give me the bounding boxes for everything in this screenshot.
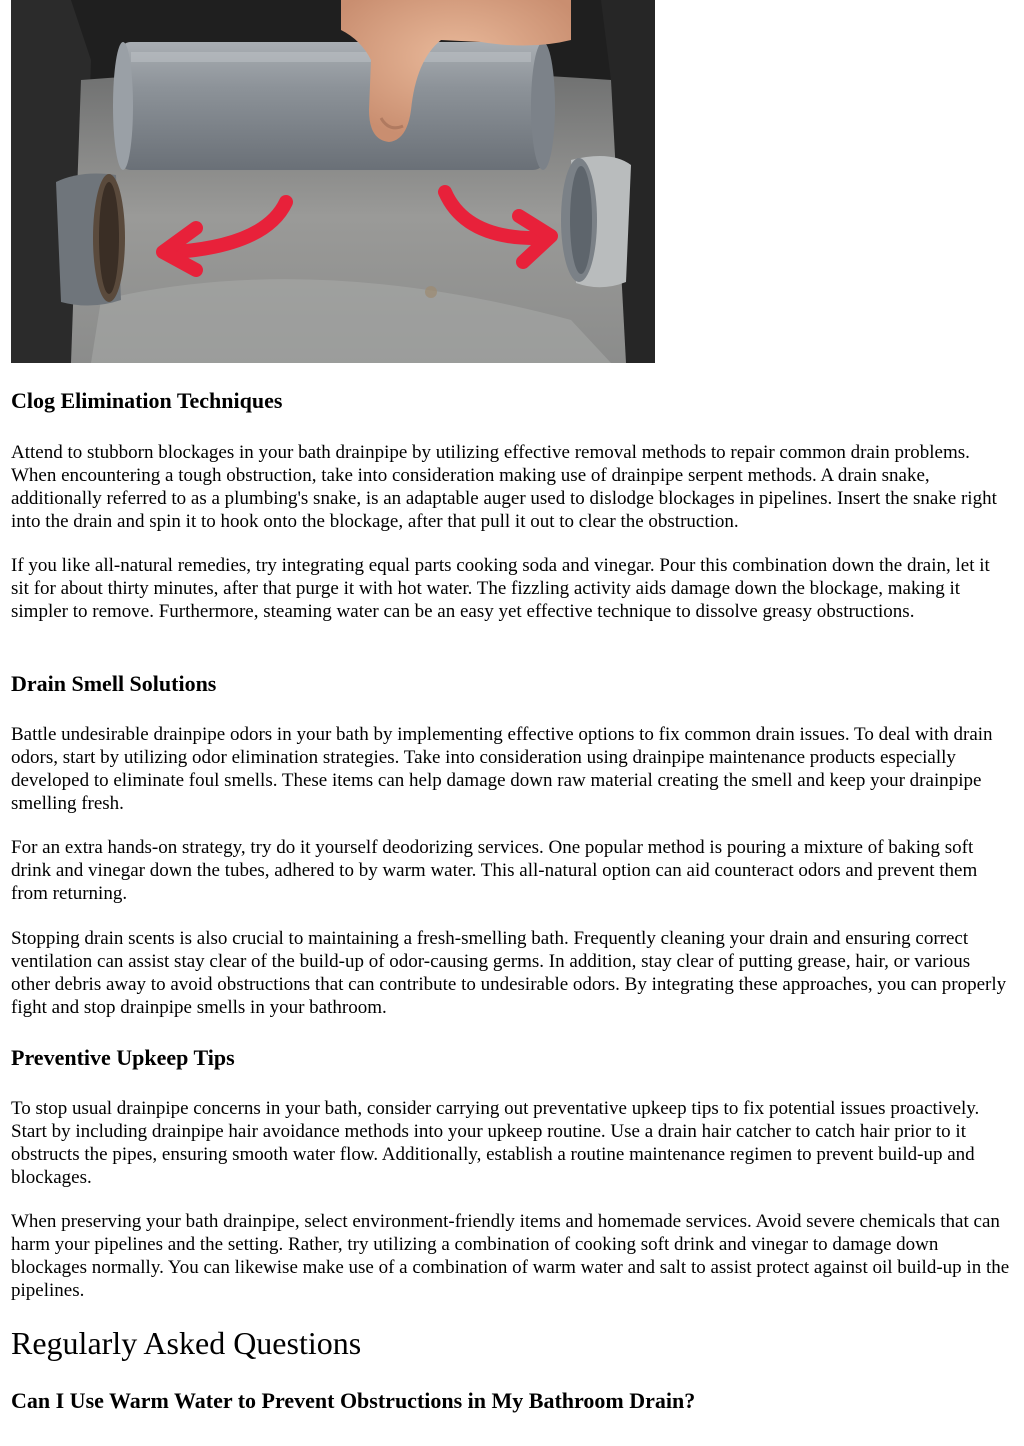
hero-image bbox=[11, 0, 655, 363]
section-heading-clog: Clog Elimination Techniques bbox=[11, 388, 283, 413]
paragraph-preventive-2: When preserving your bath drainpipe, select environment-friendly items and homemade services. Avoid severe chemicals that can harm your pipelines and the setting. Rather, try utilizing a combination of cooking soft drink and vinegar to damage down blockages normally. You can likewise make use of a combination of warm water and salt to assist protect against oil build-up in the pipelines. bbox=[11, 1211, 1010, 1301]
faq-question: Can I Use Warm Water to Prevent Obstructions in My Bathroom Drain? bbox=[11, 1388, 696, 1413]
paragraph-clog-2: If you like all-natural remedies, try integrating equal parts cooking soda and vinegar. Pour this combination down the drain, let it sit for about thirty minutes, after that purge it with hot water. The fizzling activity aids damage down the blockage, making it simpler to remove. Furthermore, steaming water can be an easy yet effective technique to dissolve greasy obstructions. bbox=[11, 555, 990, 622]
paragraph-clog-1: Attend to stubborn blockages in your bath drainpipe by utilizing effective removal methods to repair common drain problems. When encountering a tough obstruction, take into consideration making use of drainpipe serpent methods. A drain snake, additionally referred to as a plumbing's snake, is an adaptable auger used to dislodge blockages in pipelines. Insert the snake right into the drain and spin it to hook onto the blockage, after that pull it out to clear the obstruction. bbox=[11, 442, 997, 532]
pipe-repair-photo bbox=[11, 0, 655, 363]
faq-heading: Regularly Asked Questions bbox=[11, 1325, 362, 1361]
paragraph-preventive-1: To stop usual drainpipe concerns in your bath, consider carrying out preventative upkeep tips to fix potential issues proactively. Start by including drainpipe hair avoidance methods into your upkeep routine. Use a drain hair catcher to catch hair prior to it obstructs the pipes, ensuring smooth water flow. Additionally, establish a routine maintenance regimen to prevent build-up and blockages. bbox=[11, 1098, 980, 1188]
paragraph-smell-2: For an extra hands-on strategy, try do it yourself deodorizing services. One popular method is pouring a mixture of baking soft drink and vinegar down the tubes, adhered to by warm water. This all-natural option can aid counteract odors and prevent them from returning. bbox=[11, 837, 978, 904]
paragraph-smell-3: Stopping drain scents is also crucial to maintaining a fresh-smelling bath. Frequently cleaning your drain and ensuring correct ventilation can assist stay clear of the build-up of odor-causing germs. In addition, stay clear of putting grease, hair, or various other debris away to avoid obstructions that can contribute to undesirable odors. By integrating these approaches, you can properly fight and stop drainpipe smells in your bathroom. bbox=[11, 928, 1007, 1018]
paragraph-smell-1: Battle undesirable drainpipe odors in your bath by implementing effective options to fix common drain issues. To deal with drain odors, start by utilizing odor elimination strategies. Take into consideration using drainpipe maintenance products especially developed to eliminate foul smells. These items can help damage down raw material creating the smell and keep your drainpipe smelling fresh. bbox=[11, 724, 993, 814]
section-heading-smell: Drain Smell Solutions bbox=[11, 671, 217, 696]
section-heading-preventive: Preventive Upkeep Tips bbox=[11, 1045, 235, 1070]
